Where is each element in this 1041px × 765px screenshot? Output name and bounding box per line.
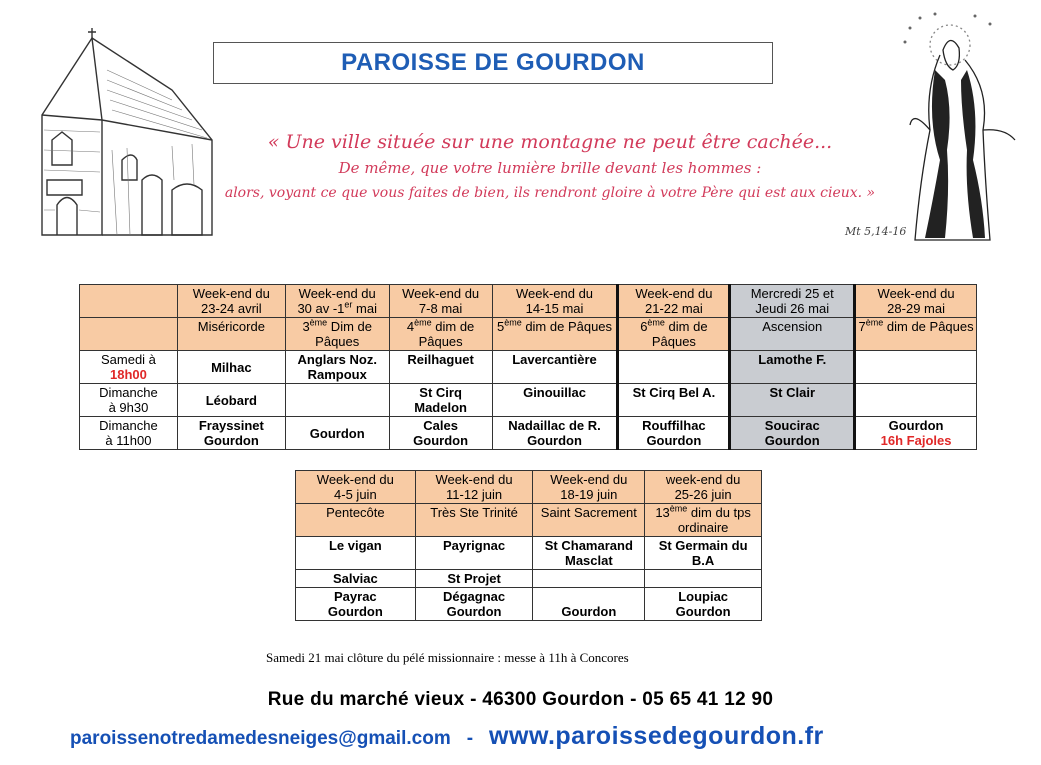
table-cell <box>285 384 389 417</box>
table-cell <box>645 570 762 588</box>
weekend-header: Week-end du 7-8 mai <box>389 285 492 318</box>
table-cell: Payrac Gourdon <box>296 588 416 621</box>
sunday-name: Ascension <box>730 318 855 351</box>
table-cell: Loupiac Gourdon <box>645 588 762 621</box>
row-label: Samedi à 18h00 <box>80 351 178 384</box>
contact-line <box>70 722 824 751</box>
table-cell: Milhac <box>177 351 285 384</box>
mass-schedule-table-june <box>295 470 762 621</box>
parish-address: Rue du marché vieux - 46300 Gourdon - 05 65 41 12 90 <box>267 689 774 710</box>
sunday-name: 5ème dim de Pâques <box>492 318 618 351</box>
sunday-name: Saint Sacrement <box>533 504 645 537</box>
table-cell: St Chamarand Masclat <box>533 537 645 570</box>
table-cell: Frayssinet Gourdon <box>177 417 285 450</box>
page-title: PAROISSE DE GOURDON <box>213 42 773 84</box>
sunday-name: 7ème dim de Pâques <box>855 318 977 351</box>
weekend-header: Mercredi 25 et Jeudi 26 mai <box>730 285 855 318</box>
table-cell: St Germain du B.A <box>645 537 762 570</box>
table-row <box>296 537 762 570</box>
sunday-name: 13ème dim du tps ordinaire <box>645 504 762 537</box>
table-row <box>80 318 977 351</box>
table-cell: St Clair <box>730 384 855 417</box>
scripture-quote <box>210 128 890 205</box>
weekend-header: Week-end du 28-29 mai <box>855 285 977 318</box>
table-row <box>296 570 762 588</box>
table-row <box>296 471 762 504</box>
sunday-name: 3ème Dim de Pâques <box>285 318 389 351</box>
table-cell: Nadaillac de R. Gourdon <box>492 417 618 450</box>
weekend-header: Week-end du 11-12 juin <box>415 471 533 504</box>
table-cell: Gourdon <box>285 417 389 450</box>
table-cell: Léobard <box>177 384 285 417</box>
table-cell <box>855 384 977 417</box>
sunday-name: 6ème dim de Pâques <box>618 318 730 351</box>
table-row <box>80 285 977 318</box>
sunday-name: Pentecôte <box>296 504 416 537</box>
table-row <box>296 588 762 621</box>
sunday-name: Miséricorde <box>177 318 285 351</box>
table-cell: Ginouillac <box>492 384 618 417</box>
table-cell: Gourdon <box>533 588 645 621</box>
quote-line-3: alors, voyant ce que vous faites de bien, ils rendront gloire à votre Père qui est aux cieux. » <box>224 185 876 201</box>
table-cell: St Projet <box>415 570 533 588</box>
weekend-header: Week-end du 23-24 avril <box>177 285 285 318</box>
quote-line-1: « Une ville située sur une montagne ne peut être cachée... <box>267 131 833 153</box>
table-cell: Payrignac <box>415 537 533 570</box>
weekend-header: week-end du 25-26 juin <box>645 471 762 504</box>
contact-separator: - <box>466 728 474 749</box>
table-cell: Lamothe F. <box>730 351 855 384</box>
table-row <box>80 351 977 384</box>
table-cell: Dégagnac Gourdon <box>415 588 533 621</box>
mass-schedule-table-april-may <box>79 284 977 450</box>
quote-reference: Mt 5,14-16 <box>845 225 907 238</box>
table-cell: Salviac <box>296 570 416 588</box>
table-cell: Lavercantière <box>492 351 618 384</box>
weekend-header: Week-end du 4-5 juin <box>296 471 416 504</box>
weekend-header: Week-end du 14-15 mai <box>492 285 618 318</box>
email-link[interactable]: paroissenotredamedesneiges@gmail.com <box>70 728 451 749</box>
quote-line-2: De même, que votre lumière brille devant les hommes : <box>338 159 762 177</box>
table-row <box>80 384 977 417</box>
table-cell: Cales Gourdon <box>389 417 492 450</box>
table-cell <box>618 351 730 384</box>
sunday-corner-cell <box>80 318 178 351</box>
table-cell: St Cirq Madelon <box>389 384 492 417</box>
row-label: Dimanche à 11h00 <box>80 417 178 450</box>
row-label: Dimanche à 9h30 <box>80 384 178 417</box>
website-link[interactable]: www.paroissedegourdon.fr <box>489 722 824 750</box>
table-cell <box>533 570 645 588</box>
table-row <box>296 504 762 537</box>
table-cell: St Cirq Bel A. <box>618 384 730 417</box>
table-corner-cell <box>80 285 178 318</box>
church-drawing-icon <box>22 20 222 245</box>
table-cell: Le vigan <box>296 537 416 570</box>
table-cell: Soucirac Gourdon <box>730 417 855 450</box>
table-cell: Reilhaguet <box>389 351 492 384</box>
event-note: Samedi 21 mai clôture du pélé missionnaire : messe à 11h à Concores <box>266 650 629 665</box>
weekend-header: Week-end du 21-22 mai <box>618 285 730 318</box>
weekend-header: Week-end du 18-19 juin <box>533 471 645 504</box>
table-cell: Anglars Noz. Rampoux <box>285 351 389 384</box>
sunday-name: Très Ste Trinité <box>415 504 533 537</box>
sunday-name: 4ème dim de Pâques <box>389 318 492 351</box>
table-cell: Gourdon 16h Fajoles <box>855 417 977 450</box>
madonna-drawing-icon <box>895 10 1025 250</box>
table-row <box>80 417 977 450</box>
table-cell: Rouffilhac Gourdon <box>618 417 730 450</box>
weekend-header: Week-end du 30 av -1er mai <box>285 285 389 318</box>
table-cell <box>855 351 977 384</box>
